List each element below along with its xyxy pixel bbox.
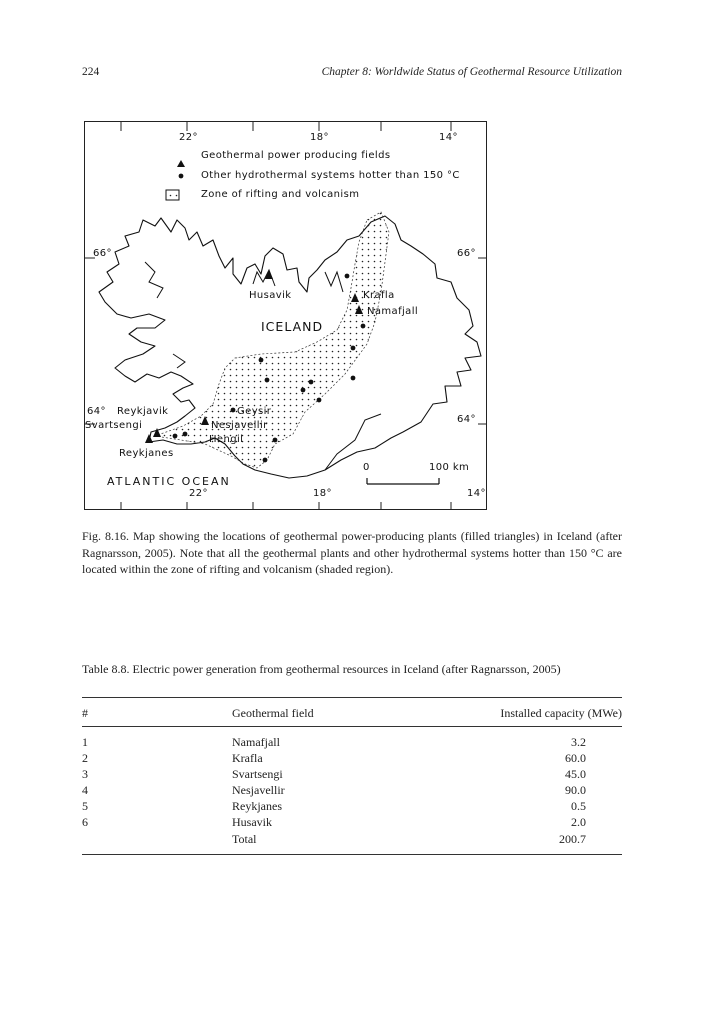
latitude-64-left: 64° xyxy=(87,406,106,417)
label-atlantic-ocean: ATLANTIC OCEAN xyxy=(107,475,231,488)
label-namafjall: Namafjall xyxy=(367,306,419,317)
label-husavik: Husavik xyxy=(249,290,292,301)
table-top-rule xyxy=(82,697,622,698)
row-capacity: 3.2 xyxy=(571,735,586,749)
header-field: Geothermal field xyxy=(232,706,314,720)
row-number: 3 xyxy=(82,767,88,781)
iceland-geothermal-map xyxy=(84,121,487,510)
legend-triangle-icon xyxy=(177,160,185,167)
longitude-14-top: 14° xyxy=(439,132,458,143)
row-field: Namafjall xyxy=(232,735,280,749)
table-row xyxy=(82,767,622,783)
row-number: 6 xyxy=(82,815,88,829)
scale-zero: 0 xyxy=(363,462,370,473)
row-capacity: 90.0 xyxy=(565,783,586,797)
table-caption: Table 8.8. Electric power generation from geothermal resources in Iceland (after Ragnarsson, 2005) xyxy=(82,662,561,676)
label-krafla: Krafla xyxy=(363,290,395,301)
longitude-22-bottom: 22° xyxy=(189,488,208,499)
rift-zone xyxy=(155,212,389,468)
row-number: 1 xyxy=(82,735,88,749)
row-capacity: 200.7 xyxy=(559,832,586,846)
label-svartsengi: Svartsengi xyxy=(85,420,143,431)
page-number: 224 xyxy=(82,66,100,78)
row-field: Total xyxy=(232,832,257,846)
page-header xyxy=(82,66,622,82)
longitude-18-bottom: 18° xyxy=(313,488,332,499)
latitude-66-left: 66° xyxy=(93,248,112,259)
row-number: 4 xyxy=(82,783,88,797)
header-capacity: Installed capacity (MWe) xyxy=(500,706,622,720)
table-row xyxy=(82,735,622,751)
table-bottom-rule xyxy=(82,854,622,855)
row-capacity: 2.0 xyxy=(571,815,586,829)
table-row xyxy=(82,751,622,767)
row-field: Reykjanes xyxy=(232,799,282,813)
longitude-18-top: 18° xyxy=(310,132,329,143)
latitude-66-right: 66° xyxy=(457,248,476,259)
row-capacity: 45.0 xyxy=(565,767,586,781)
label-nesjavellir: Nesjavellir xyxy=(211,420,268,431)
row-number: 5 xyxy=(82,799,88,813)
table-row xyxy=(82,799,622,815)
row-number: 2 xyxy=(82,751,88,765)
latitude-64-right: 64° xyxy=(457,414,476,425)
figure-caption: Fig. 8.16. Map showing the locations of geothermal power-producing plants (filled triangles) in Iceland (after Ragnarsson, 2005). Note that all the geothermal plants and other hydrothermal systems hotter than 150 °C are located within the zone of rifting and volcanism (shaded region). xyxy=(82,529,622,576)
row-capacity: 60.0 xyxy=(565,751,586,765)
label-iceland: ICELAND xyxy=(261,319,324,334)
table-header-row xyxy=(82,706,622,722)
label-geysir: Geysir xyxy=(237,406,272,417)
row-field: Nesjavellir xyxy=(232,783,285,797)
table-header-rule xyxy=(82,726,622,727)
row-field: Svartsengi xyxy=(232,767,283,781)
running-title: Chapter 8: Worldwide Status of Geothermal Resource Utilization xyxy=(321,66,622,78)
legend-hydrothermal: Other hydrothermal systems hotter than 150 °C xyxy=(201,170,460,181)
legend-rift-zone: Zone of rifting and volcanism xyxy=(201,189,360,200)
scale-100km: 100 km xyxy=(429,462,470,473)
scale-bar xyxy=(367,478,439,484)
label-hengill: Hengil xyxy=(209,434,244,445)
table-row xyxy=(82,783,622,799)
legend-rift-swatch xyxy=(166,190,179,200)
longitude-14-bottom: 14° xyxy=(467,488,486,499)
legend-power-fields: Geothermal power producing fields xyxy=(201,150,391,161)
legend-dot-icon xyxy=(179,174,184,179)
table-total-row xyxy=(82,832,622,848)
header-number: # xyxy=(82,706,88,720)
iceland-coastline xyxy=(99,216,481,478)
longitude-22-top: 22° xyxy=(179,132,198,143)
row-capacity: 0.5 xyxy=(571,799,586,813)
label-reykjanes: Reykjanes xyxy=(119,448,174,459)
row-field: Krafla xyxy=(232,751,263,765)
row-field: Husavik xyxy=(232,815,272,829)
reykjanes-marker xyxy=(145,434,153,443)
table-row xyxy=(82,815,622,831)
label-reykjavik: Reykjavik xyxy=(117,406,169,417)
